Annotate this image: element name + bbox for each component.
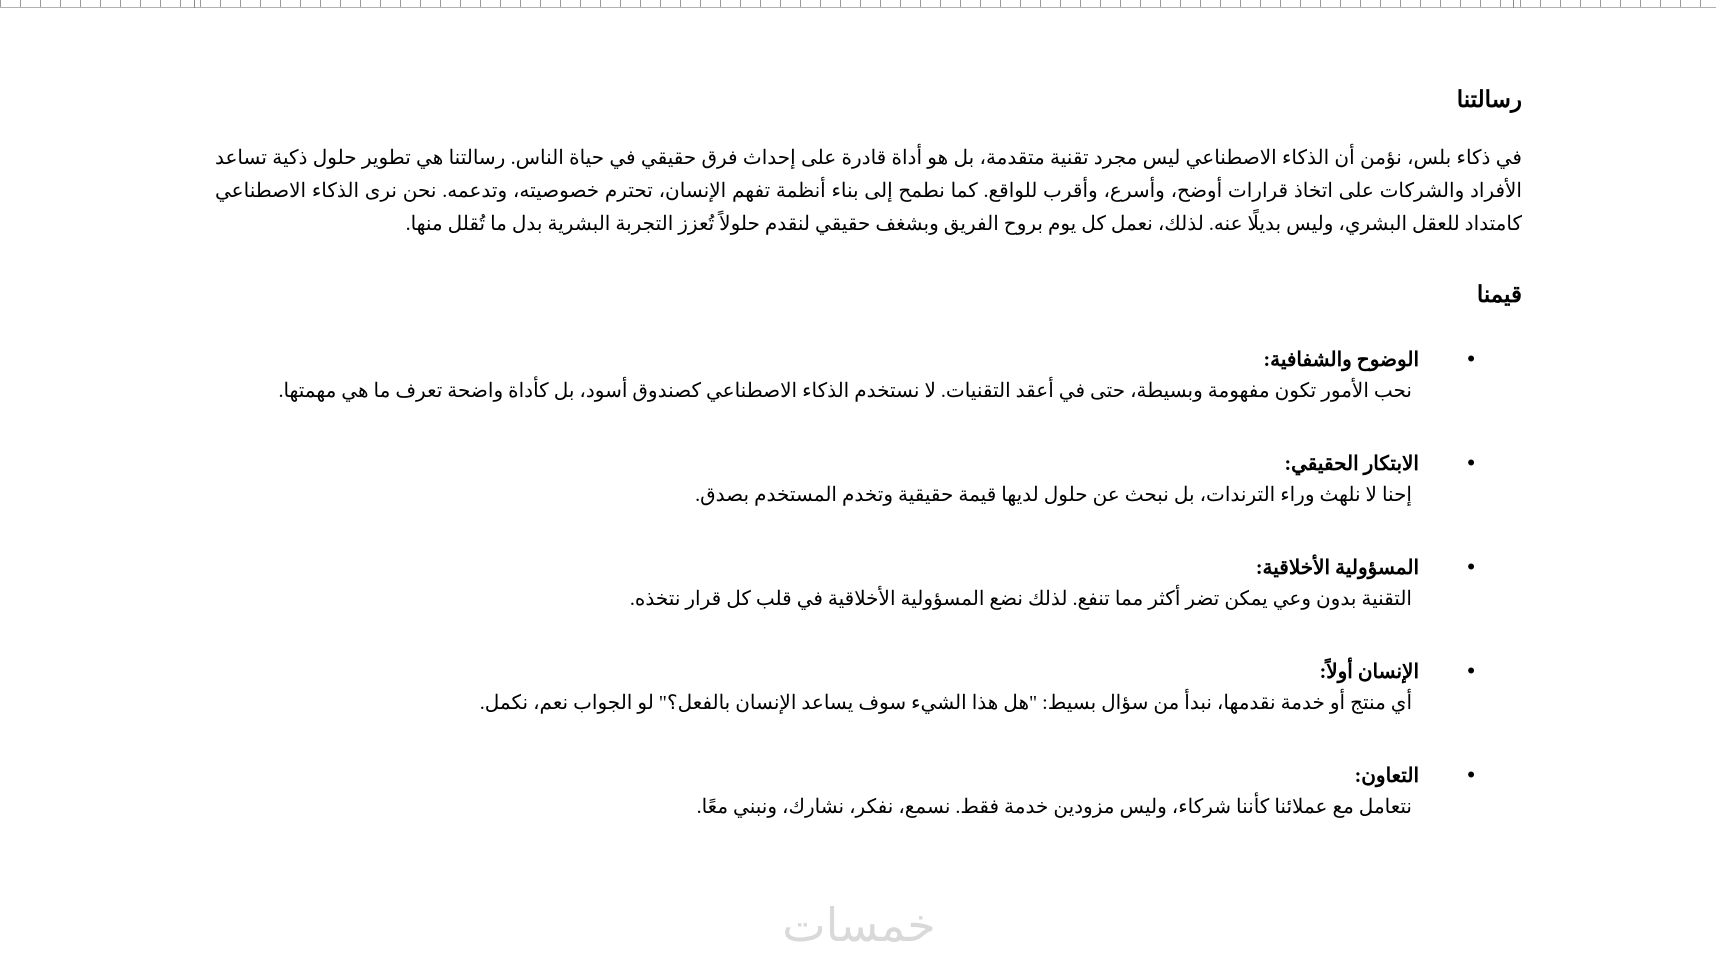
value-description: التقنية بدون وعي يمكن تضر أكثر مما تنفع. لذلك نضع المسؤولية الأخلاقية في قلب كل قرار نتخذه. bbox=[629, 588, 1412, 611]
bullet-icon: • bbox=[1467, 762, 1475, 788]
value-item-ethics bbox=[215, 554, 1522, 616]
values-heading: قيمنا bbox=[1476, 280, 1522, 307]
bullet-icon: • bbox=[1467, 450, 1475, 476]
mission-heading: رسالتنا bbox=[1456, 86, 1522, 112]
bullet-icon: • bbox=[1467, 658, 1475, 684]
mission-paragraph: في ذكاء بلس، نؤمن أن الذكاء الاصطناعي ليس مجرد تقنية متقدمة، بل هو أداة قادرة على إحداث فرق حقيقي في حياة الناس. رسالتنا هي تطوير حلول ذكية تساعد الأفراد والشركات على اتخاذ قرارات أوضح، وأسرع، وأقرب للواقع. كما نطمح إلى بناء أنظمة تفهم الإنسان، تحترم خصوصيته، وتدعمه. نحن نرى الذكاء الاصطناعي كامتداد للعقل البشري، وليس بديلًا عنه. لذلك، نعمل كل يوم بروح الفريق وبشغف حقيقي لنقدم حلولاً تُعزز التجربة البشرية بدل ما تُقلل منها. bbox=[215, 146, 1522, 235]
value-item-human-first bbox=[215, 658, 1522, 720]
value-description: إحنا لا نلهث وراء الترندات، بل نبحث عن حلول لديها قيمة حقيقية وتخدم المستخدم بصدق. bbox=[695, 484, 1412, 507]
watermark-logo: خمسات bbox=[782, 898, 936, 952]
value-title: الإنسان أولاً: bbox=[1319, 661, 1419, 684]
value-description: أي منتج أو خدمة نقدمها، نبدأ من سؤال بسيط: "هل هذا الشيء سوف يساعد الإنسان بالفعل؟" لو الجواب نعم، نكمل. bbox=[479, 692, 1412, 715]
values-list bbox=[215, 346, 1522, 824]
value-title: الابتكار الحقيقي: bbox=[1284, 453, 1419, 476]
value-description: نتعامل مع عملائنا كأننا شركاء، وليس مزودين خدمة فقط. نسمع، نفكر، نشارك، ونبني معًا. bbox=[696, 796, 1412, 819]
value-item-innovation bbox=[215, 450, 1522, 512]
value-description: نحب الأمور تكون مفهومة وبسيطة، حتى في أعقد التقنيات. لا نستخدم الذكاء الاصطناعي كصندوق أسود، بل كأداة واضحة تعرف ما هي مهمتها. bbox=[278, 380, 1412, 403]
value-title: التعاون: bbox=[1354, 765, 1419, 788]
ruler-margin-markers bbox=[194, 0, 1514, 8]
bullet-icon: • bbox=[1467, 346, 1475, 372]
value-item-collaboration bbox=[215, 762, 1522, 824]
value-title: الوضوح والشفافية: bbox=[1263, 349, 1419, 372]
document-page bbox=[215, 70, 1522, 866]
value-title: المسؤولية الأخلاقية: bbox=[1255, 557, 1419, 580]
top-ruler bbox=[0, 0, 1716, 8]
bullet-icon: • bbox=[1467, 554, 1475, 580]
value-item-clarity bbox=[215, 346, 1522, 408]
